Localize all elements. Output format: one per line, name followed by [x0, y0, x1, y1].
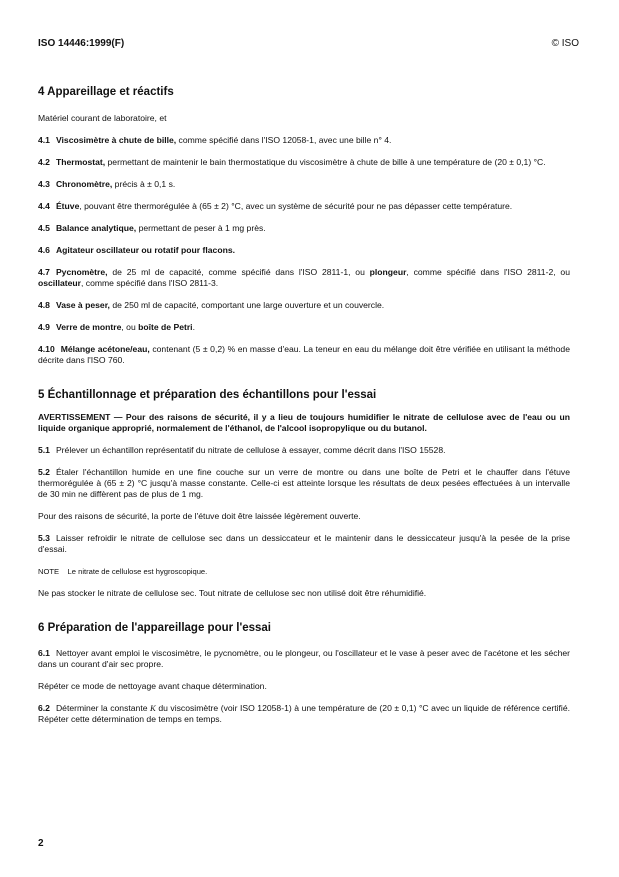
clause-4-7: 4.7 Pycnomètre, de 25 ml de capacité, comme spécifié dans l'ISO 2811-1, ou plongeur, comme spécifié dans l'ISO 2811-2, ou oscillateur, comme spécifié dans l'ISO 2811-3. [38, 267, 570, 288]
clause-4-5: 4.5 Balance analytique, permettant de peser à 1 mg près. [38, 223, 266, 233]
section-4-intro: Matériel courant de laboratoire, et [38, 113, 167, 123]
clause-4-3: 4.3 Chronomètre, précis à ± 0,1 s. [38, 179, 176, 189]
clause-4-6: 4.6 Agitateur oscillateur ou rotatif pour flacons. [38, 245, 236, 255]
clause-4-9: 4.9 Verre de montre, ou boîte de Petri. [38, 322, 195, 332]
note: NOTE Le nitrate de cellulose est hygroscopique. [38, 567, 208, 576]
page-number: 2 [38, 838, 44, 849]
clause-5-3: 5.3 Laisser refroidir le nitrate de cellulose sec dans un dessiccateur et le maintenir dans le dessiccateur jusqu'à la pesée de la prise d'essai. [38, 533, 570, 554]
clause-4-10: 4.10 Mélange acétone/eau, contenant (5 ± 0,2) % en masse d'eau. La teneur en eau du mélange doit être vérifiée en utilisant la méthode décrite dans l'ISO 760. [38, 344, 570, 365]
copyright: © ISO [551, 38, 579, 49]
section-4-heading: 4 Appareillage et réactifs [38, 86, 174, 98]
document-id: ISO 14446:1999(F) [38, 38, 125, 49]
clause-4-1: 4.1 Viscosimètre à chute de bille, comme spécifié dans l'ISO 12058-1, avec une bille n° 4. [38, 135, 392, 145]
clause-4-8: 4.8 Vase à peser, de 250 ml de capacité, comportant une large ouverture et un couvercle. [38, 300, 385, 310]
storage-paragraph: Ne pas stocker le nitrate de cellulose sec. Tout nitrate de cellulose sec non utilisé doit être réhumidifié. [38, 588, 427, 598]
repeat-paragraph: Répéter ce mode de nettoyage avant chaque détermination. [38, 681, 267, 691]
clause-6-1: 6.1 Nettoyer avant emploi le viscosimètre, le pycnomètre, ou le plongeur, ou l'oscillateur et le vase à peser avec de l'acétone et les sécher dans un courant d'air sec propre. [38, 648, 570, 669]
constant-k-symbol: K [150, 703, 156, 713]
clause-4-4: 4.4 Étuve, pouvant être thermorégulée à (65 ± 2) °C, avec un système de sécurité pour ne pas dépasser cette température. [38, 201, 513, 211]
clause-6-2: 6.2 Déterminer la constante K du viscosimètre (voir ISO 12058-1) à une température de (20 ± 0,1) °C avec un liquide de référence certifié. Répéter cette détermination de temps en temps. [38, 703, 571, 724]
section-6-heading: 6 Préparation de l'appareillage pour l'essai [38, 622, 271, 634]
section-5-heading: 5 Échantillonnage et préparation des échantillons pour l'essai [38, 389, 377, 401]
clause-5-1: 5.1 Prélever un échantillon représentatif du nitrate de cellulose à essayer, comme décrit dans l'ISO 15528. [38, 445, 446, 455]
safety-paragraph: Pour des raisons de sécurité, la porte de l'étuve doit être laissée légèrement ouverte. [38, 511, 361, 521]
safety-warning: AVERTISSEMENT — Pour des raisons de sécurité, il y a lieu de toujours humidifier le nitrate de cellulose avec de l'eau ou un liquide organique approprié, normalement de l'éthanol, de l'alcool isopropylique ou du butanol. [38, 412, 570, 433]
clause-4-2: 4.2 Thermostat, permettant de maintenir le bain thermostatique du viscosimètre à chute de bille à une température de (20 ± 0,1) °C. [38, 157, 546, 167]
clause-5-2: 5.2 Étaler l'échantillon humide en une fine couche sur un verre de montre ou dans une boîte de Petri et le chauffer dans l'étuve thermorégulée à (65 ± 2) °C jusqu'à masse constante. Celle-ci est atteinte lorsque les résultats de deux pesées effectuées à un intervalle de 30 min ne diffèrent pas de plus de 1 mg. [38, 467, 570, 499]
page-content [38, 86, 570, 725]
